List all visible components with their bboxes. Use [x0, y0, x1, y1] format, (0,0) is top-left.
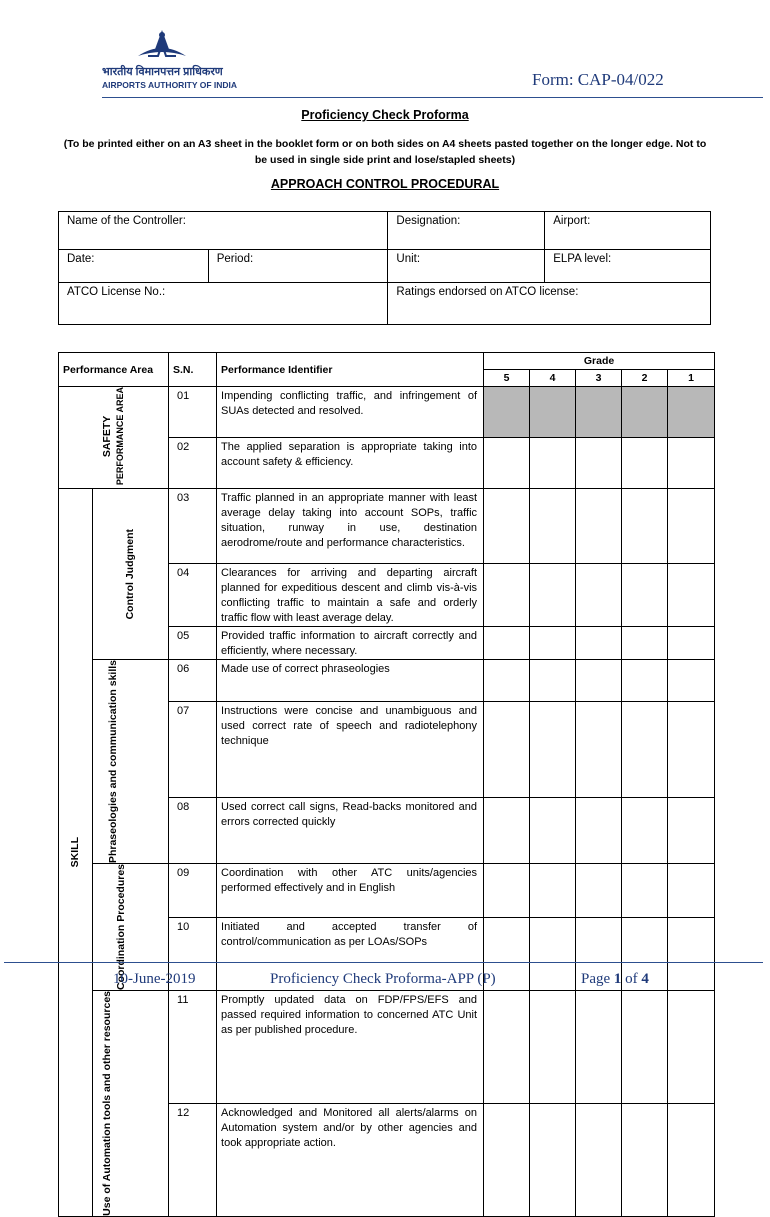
grade-cell[interactable]	[484, 991, 530, 1104]
print-instructions: (To be printed either on an A3 sheet in the booklet form or on both sides on A4 sheets pasted together on the longer edge. Not to be used in single side print and lose/stapled sheets)	[63, 138, 707, 166]
atco-license-field[interactable]: ATCO License No.:	[59, 283, 388, 325]
grade-cell[interactable]	[622, 702, 668, 798]
designation-field[interactable]: Designation:	[388, 212, 545, 250]
grade-cell[interactable]	[622, 1104, 668, 1217]
grade-cell[interactable]	[622, 798, 668, 864]
area-automation	[93, 991, 169, 1217]
period-field[interactable]: Period:	[208, 250, 388, 283]
grade-cell[interactable]	[668, 489, 715, 564]
grade-cell[interactable]	[668, 918, 715, 991]
form-number: Form: CAP-04/022	[532, 70, 664, 89]
grade-3-header: 3	[576, 370, 622, 387]
row-identifier: Initiated and accepted transfer of control/communication as per LOAs/SOPs	[217, 918, 484, 991]
header-performance-identifier: Performance Identifier	[217, 353, 484, 387]
grade-cell[interactable]	[530, 864, 576, 918]
area-phraseologies-label: Phraseologies and communication skills	[106, 660, 119, 864]
grade-cell[interactable]	[576, 627, 622, 660]
grade-cell[interactable]	[576, 437, 622, 489]
grade-cell[interactable]	[668, 387, 715, 438]
header-sn: S.N.	[169, 353, 217, 387]
area-control-judgment	[93, 489, 169, 660]
grade-cell[interactable]	[622, 991, 668, 1104]
row-identifier: Clearances for arriving and departing aircraft planned for expeditious descent and climb vis-à-vis conflicting traffic to maintain a safe and orderly traffic flow with least average delay.	[217, 564, 484, 627]
grade-cell[interactable]	[530, 437, 576, 489]
grade-cell[interactable]	[622, 387, 668, 438]
grade-cell[interactable]	[530, 627, 576, 660]
org-name-english: AIRPORTS AUTHORITY OF INDIA	[102, 80, 238, 90]
grade-cell[interactable]	[668, 864, 715, 918]
grade-4-header: 4	[530, 370, 576, 387]
area-safety	[59, 387, 169, 489]
grade-cell[interactable]	[484, 798, 530, 864]
grade-cell[interactable]	[576, 1104, 622, 1217]
grade-cell[interactable]	[622, 437, 668, 489]
grade-cell[interactable]	[576, 798, 622, 864]
row-identifier: Impending conflicting traffic, and infringement of SUAs detected and resolved.	[217, 387, 484, 438]
footer-document-name: Proficiency Check Proforma-APP (P)	[270, 971, 496, 987]
aai-logo	[102, 26, 252, 92]
grade-cell[interactable]	[576, 387, 622, 438]
footer-page-number	[581, 971, 649, 988]
area-control-judgment-label: Control Judgment	[124, 528, 136, 620]
grade-cell[interactable]	[530, 387, 576, 438]
page-current: 1	[613, 971, 622, 987]
grade-cell[interactable]	[530, 1104, 576, 1217]
row-sn: 10	[169, 918, 217, 991]
org-name-hindi: भारतीय विमानपत्तन प्राधिकरण	[102, 66, 223, 78]
grade-cell[interactable]	[622, 660, 668, 702]
grade-cell[interactable]	[530, 564, 576, 627]
row-sn: 11	[169, 991, 217, 1104]
grade-cell[interactable]	[576, 864, 622, 918]
grade-cell[interactable]	[484, 489, 530, 564]
date-field[interactable]: Date:	[59, 250, 209, 283]
grade-5-header: 5	[484, 370, 530, 387]
grade-cell[interactable]	[576, 702, 622, 798]
grade-cell[interactable]	[668, 798, 715, 864]
grade-cell[interactable]	[484, 702, 530, 798]
grade-cell[interactable]	[576, 564, 622, 627]
grade-cell[interactable]	[530, 991, 576, 1104]
row-identifier: Acknowledged and Monitored all alerts/alarms on Automation system and/or by other agencies and took appropriate action.	[217, 1104, 484, 1217]
grade-cell[interactable]	[622, 864, 668, 918]
controller-info-table	[58, 211, 711, 325]
row-sn: 01	[169, 387, 217, 438]
grade-cell[interactable]	[622, 489, 668, 564]
area-phraseologies	[93, 660, 169, 864]
row-sn: 04	[169, 564, 217, 627]
row-sn: 08	[169, 798, 217, 864]
unit-field[interactable]: Unit:	[388, 250, 545, 283]
row-identifier: Instructions were concise and unambiguous and used correct rate of speech and radiotelephony technique	[217, 702, 484, 798]
grade-cell[interactable]	[530, 660, 576, 702]
area-skill-label: SKILL	[69, 837, 81, 868]
area-automation-label: Use of Automation tools and other resources	[100, 991, 113, 1217]
row-sn: 07	[169, 702, 217, 798]
row-identifier: Traffic planned in an appropriate manner with least average delay taking into account SOPs, traffic situation, runway in use, destination aerodrome/route and performance characteristics.	[217, 489, 484, 564]
performance-table	[58, 352, 715, 1217]
grade-cell[interactable]	[484, 564, 530, 627]
row-identifier: Promptly updated data on FDP/FPS/EFS and passed required information to concerned ATC Unit as per published procedure.	[217, 991, 484, 1104]
area-safety-sublabel: PERFORMANCE AREA	[114, 387, 125, 486]
row-sn: 12	[169, 1104, 217, 1217]
row-sn: 06	[169, 660, 217, 702]
grade-cell[interactable]	[668, 564, 715, 627]
grade-cell[interactable]	[484, 437, 530, 489]
grade-cell[interactable]	[622, 564, 668, 627]
grade-cell[interactable]	[668, 627, 715, 660]
grade-cell[interactable]	[576, 991, 622, 1104]
row-identifier: Coordination with other ATC units/agencies performed effectively and in English	[217, 864, 484, 918]
row-sn: 05	[169, 627, 217, 660]
grade-1-header: 1	[668, 370, 715, 387]
grade-cell[interactable]	[484, 660, 530, 702]
header-grade: Grade	[484, 353, 715, 370]
page-prefix: Page	[581, 971, 614, 987]
grade-cell[interactable]	[530, 798, 576, 864]
document-subtitle: APPROACH CONTROL PROCEDURAL	[270, 177, 500, 191]
grade-cell[interactable]	[530, 489, 576, 564]
grade-cell[interactable]	[484, 387, 530, 438]
grade-cell[interactable]	[576, 660, 622, 702]
header-performance-area: Performance Area	[59, 353, 169, 387]
document-title: Proficiency Check Proforma	[301, 108, 469, 122]
footer-rule	[4, 962, 763, 963]
row-sn: 02	[169, 437, 217, 489]
row-identifier: Provided traffic information to aircraft correctly and efficiently, where necessary.	[217, 627, 484, 660]
grade-2-header: 2	[622, 370, 668, 387]
grade-cell[interactable]	[530, 702, 576, 798]
area-coordination-label: Coordination Procedures	[114, 864, 127, 991]
grade-cell[interactable]	[484, 1104, 530, 1217]
area-safety-label: SAFETY	[100, 415, 113, 457]
grade-cell[interactable]	[484, 864, 530, 918]
elpa-level-field[interactable]: ELPA level:	[545, 250, 711, 283]
grade-cell[interactable]	[668, 660, 715, 702]
grade-cell[interactable]	[484, 627, 530, 660]
header-rule	[102, 97, 763, 98]
grade-cell[interactable]	[576, 489, 622, 564]
row-sn: 09	[169, 864, 217, 918]
row-identifier: Used correct call signs, Read-backs monitored and errors corrected quickly	[217, 798, 484, 864]
page-total: 4	[641, 971, 649, 987]
grade-cell[interactable]	[668, 702, 715, 798]
name-of-controller-field[interactable]: Name of the Controller:	[59, 212, 388, 250]
row-identifier: The applied separation is appropriate taking into account safety & efficiency.	[217, 437, 484, 489]
grade-cell[interactable]	[530, 918, 576, 991]
page-of: of	[621, 971, 642, 987]
grade-cell[interactable]	[668, 437, 715, 489]
grade-cell[interactable]	[622, 627, 668, 660]
grade-cell[interactable]	[668, 991, 715, 1104]
grade-cell[interactable]	[668, 1104, 715, 1217]
row-sn: 03	[169, 489, 217, 564]
ratings-field[interactable]: Ratings endorsed on ATCO license:	[388, 283, 711, 325]
airport-field[interactable]: Airport:	[545, 212, 711, 250]
row-identifier: Made use of correct phraseologies	[217, 660, 484, 702]
footer-date: 10-June-2019	[113, 971, 196, 987]
area-skill	[59, 489, 93, 1217]
